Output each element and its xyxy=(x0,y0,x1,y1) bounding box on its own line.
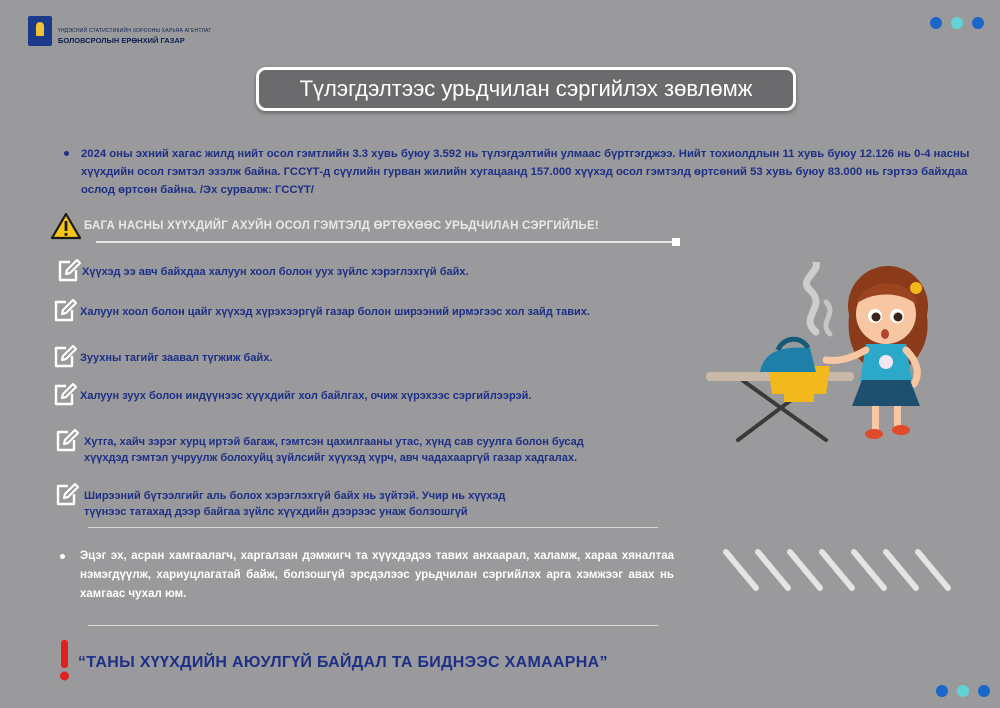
closing-paragraph xyxy=(66,547,674,604)
edit-checkbox-icon xyxy=(56,258,82,284)
divider-end-marker xyxy=(672,238,680,246)
edit-checkbox-icon xyxy=(54,428,80,454)
org-name: БОЛОВСРОЛЫН ЕРӨНХИЙ ГАЗАР xyxy=(58,36,185,45)
org-subtitle: ҮНДЭСНИЙ СТАТИСТИКИЙН ХОРООНЫ ХАРЬЯА АГЕНТЛАГ xyxy=(58,28,212,34)
bullet xyxy=(64,151,69,156)
tip-text: Халуун хоол болон цайг хүүхэд хүрэхээргүй газар болон ширээний ирмэгээс хол зайд тавих. xyxy=(80,306,590,318)
tip-text: Зуухны тагийг заавал түгжиж байх. xyxy=(80,352,273,364)
divider xyxy=(96,241,674,243)
warning-heading: БАГА НАСНЫ ХҮҮХДИЙГ АХУЙН ОСОЛ ГЭМТЭЛД ӨРТӨХӨӨС УРЬДЧИЛАН СЭРГИЙЛЬЕ! xyxy=(84,220,599,232)
page-title: Түлэгдэлтээс урьдчилан сэргийлэх зөвлөмж xyxy=(256,67,796,111)
divider xyxy=(88,527,658,528)
warning-triangle-icon xyxy=(50,212,82,240)
logo-emblem-icon xyxy=(28,16,52,46)
child-near-hot-iron-illustration xyxy=(698,262,960,448)
edit-checkbox-icon xyxy=(52,382,78,408)
bullet xyxy=(60,554,65,559)
decorative-dots-icon xyxy=(930,16,984,34)
edit-checkbox-icon xyxy=(54,482,80,508)
intro-text: 2024 оны эхний хагас жилд нийт осол гэмтлийн 3.3 хувь буюу 3.592 нь түлэгдэлтийн улмаас бүртгэгджээ. Нийт тохиолдлын 11 хувь буюу 12.126 нь 0-4 насны хүүхдийн осол гэмтэл эзэлж байна. ГССҮТ-д сүүлийн гурван жилийн хугацаанд 157.000 хүүхэд осол гэмтэлд өртсөний 53 хувь буюу 83.000 нь гэртээ байхдаа ослод өртсөн байна. /Эх сурвалж: ГССҮТ/ xyxy=(81,148,970,196)
tip-text: Хутга, хайч зэрэг хурц иртэй багаж, гэмтсэн цахилгааны утас, хүнд сав суулга болон бусад xyxy=(84,436,584,448)
decorative-slashes-icon xyxy=(722,548,972,594)
edit-checkbox-icon xyxy=(52,344,78,370)
decorative-dots-icon xyxy=(936,684,990,702)
exclamation-icon xyxy=(59,640,71,682)
quote-slogan: “ТАНЫ ХҮҮХДИЙН АЮУЛГҮЙ БАЙДАЛ ТА БИДНЭЭС ХАМААРНА” xyxy=(78,654,608,671)
closing-text: Эцэг эх, асран хамгаалагч, харгалзан дэмжигч та хүүхдэдээ тавих анхаарал, халамж, хараа хяналтаа нэмэгдүүлж, хариуцлагатай байж, болзошгүй эрсдэлээс урьдчилан сэргийлэх арга хэмжээг авах нь хамгаас чухал юм. xyxy=(80,550,674,600)
tip-text: хүүхдэд гэмтэл учруулж болохуйц зүйлсийг хүүхэд хүрч, авч чадахааргүй газар хадгалах. xyxy=(84,452,578,464)
tip-text: Халуун зуух болон индүүнээс хүүхдийг хол байлгах, очиж хүрэхээс сэргийлээрэй. xyxy=(80,390,532,402)
intro-paragraph xyxy=(66,145,976,199)
tip-text: түүнээс татахад дээр байгаа зүйлс хүүхдийн дээрээс унаж болзошгүй xyxy=(84,506,468,518)
tip-text: Ширээний бүтээлгийг аль болох хэрэглэхгүй байх нь зүйтэй. Учир нь хүүхэд xyxy=(84,490,506,502)
edit-checkbox-icon xyxy=(52,298,78,324)
tip-text: Хүүхэд ээ авч байхдаа халуун хоол болон уух зүйлс хэрэглэхгүй байх. xyxy=(82,266,469,278)
divider xyxy=(88,625,658,626)
